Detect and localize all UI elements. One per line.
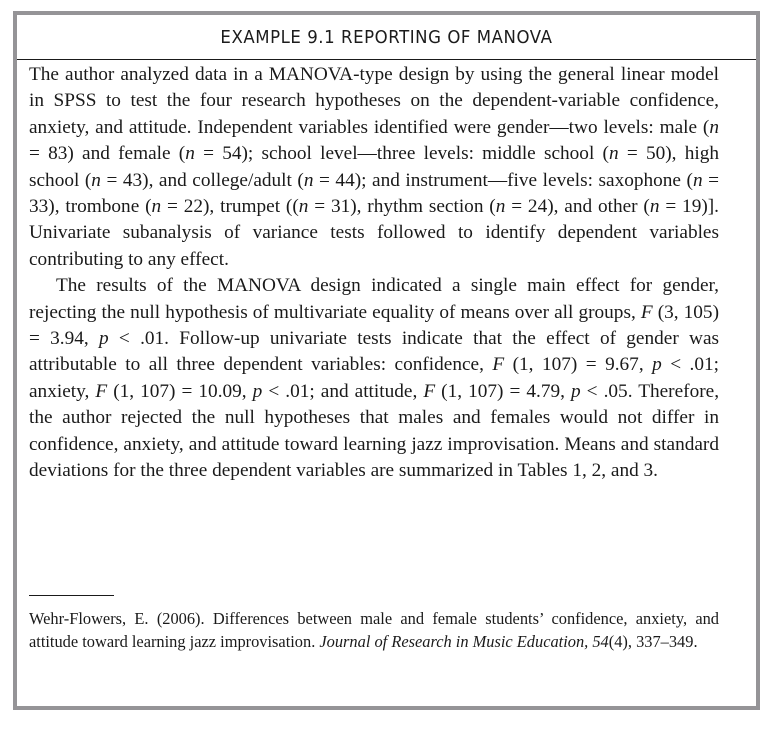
example-header: [17, 15, 756, 60]
paragraph-methods: The author analyzed data in a MANOVA-type design by using the general linear model in SPSS to test the four research hypotheses on the dependent-variable confidence, anxiety, and attitude. Independent variables identified were gender—two levels: male (n = 83) and female (n = 54); school level—three levels: middle school (n = 50), high school (n = 43), and college/adult (n = 44); and instrument—five levels: saxophone (n = 33), trombone (n = 22), trumpet ((n = 31), rhythm section (n = 24), and other (n = 19)]. Univariate subanalysis of variance tests followed to identify dependent variables contributing to any effect.: [29, 64, 719, 270]
example-body: [29, 62, 719, 485]
reference-authors: Wehr-Flowers, E. (2006). Differences between male and female students’ confidence, anxiety, and attitude toward learning jazz improvisation.: [29, 609, 719, 651]
reference-citation: [29, 608, 719, 653]
paragraph-results: The results of the MANOVA design indicated a single main effect for gender, rejecting the null hypothesis of multivariate equality of means over all groups, F (3, 105) = 3.94, p < .01. Follow-up univariate tests indicate that the effect of gender was attributable to all three dependent variables: confidence, F (1, 107) = 9.67, p < .01; anxiety, F (1, 107) = 10.09, p < .01; and attitude, F (1, 107) = 4.79, p < .05. Therefore, the author rejected the null hypotheses that males and females would not differ in confidence, anxiety, and attitude toward learning jazz improvisation. Means and standard deviations for the three dependent variables are summarized in Tables 1, 2, and 3.: [29, 275, 720, 482]
example-title: EXAMPLE 9.1 REPORTING OF MANOVA: [220, 26, 553, 48]
footnote-divider: [29, 595, 114, 596]
reference-issue-pages: (4), 337–349.: [608, 631, 698, 651]
reference-journal: Journal of Research in Music Education, 54: [319, 631, 609, 651]
